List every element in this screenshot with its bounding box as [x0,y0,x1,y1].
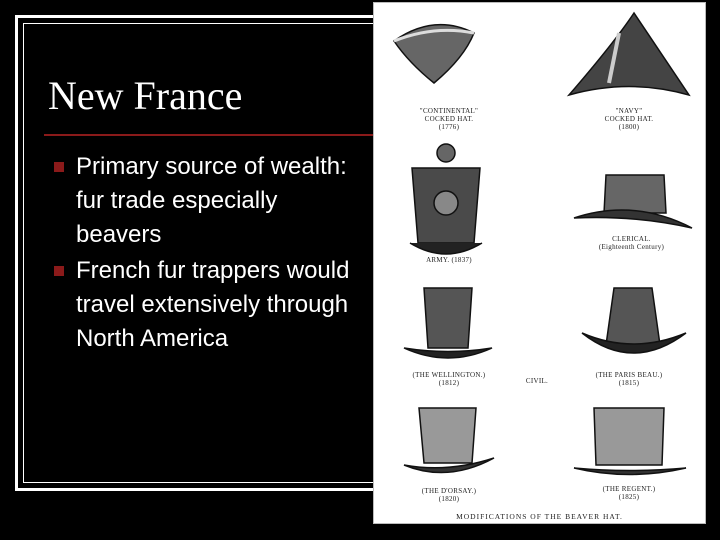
caption-title: (THE REGENT.) [602,485,656,493]
caption-title: (THE D'ORSAY.) [421,487,477,495]
caption-year: (1776) [438,123,460,131]
caption-title: ARMY. (1837) [426,256,472,264]
caption-year: (1820) [438,495,460,503]
caption-title: (THE WELLINGTON.) [412,371,486,379]
title-underline [44,134,380,136]
caption-title: CLERICAL. [612,235,651,243]
caption-army [394,256,504,264]
caption-year: (1815) [618,379,640,387]
caption-continental [394,107,504,131]
caption-clerical [569,235,694,251]
caption-year: (1800) [618,123,640,131]
clerical-hat-icon [574,175,692,228]
paris-beau-hat-icon [582,288,686,353]
regent-hat-icon [574,408,686,475]
bullet-item [50,150,350,252]
caption-title: "CONTINENTAL" [419,107,479,115]
dorsay-hat-icon [404,408,494,473]
caption-regent [574,485,684,501]
beaver-hat-illustration [373,2,706,524]
caption-dorsay [394,487,504,503]
army-shako-icon [410,144,482,254]
bullet-list [50,150,350,358]
bullet-square-icon [54,162,64,172]
hat-drawings [374,3,707,525]
caption-title: "NAVY" [615,107,643,115]
caption-sub: (Eighteenth Century) [598,243,665,251]
caption-sub: COCKED HAT. [604,115,654,123]
wellington-hat-icon [404,288,492,358]
caption-year: (1825) [618,493,640,501]
caption-title: (THE PARIS BEAU.) [595,371,663,379]
caption-title: CIVIL. [525,377,549,385]
continental-hat-icon [394,25,474,83]
caption-sub: COCKED HAT. [424,115,474,123]
plate-footer: MODIFICATIONS OF THE BEAVER HAT. [456,512,623,521]
navy-hat-icon [569,13,689,95]
bullet-square-icon [54,266,64,276]
bullet-item [50,254,350,356]
caption-civil [512,377,562,385]
slide-title: New France [48,73,243,118]
bullet-text: French fur trappers would travel extensively through North America [76,257,350,352]
bullet-text: Primary source of wealth: fur trade especially beavers [76,153,347,248]
caption-paris-beau [574,371,684,387]
caption-year: (1812) [438,379,460,387]
caption-navy [574,107,684,131]
caption-wellington [394,371,504,387]
